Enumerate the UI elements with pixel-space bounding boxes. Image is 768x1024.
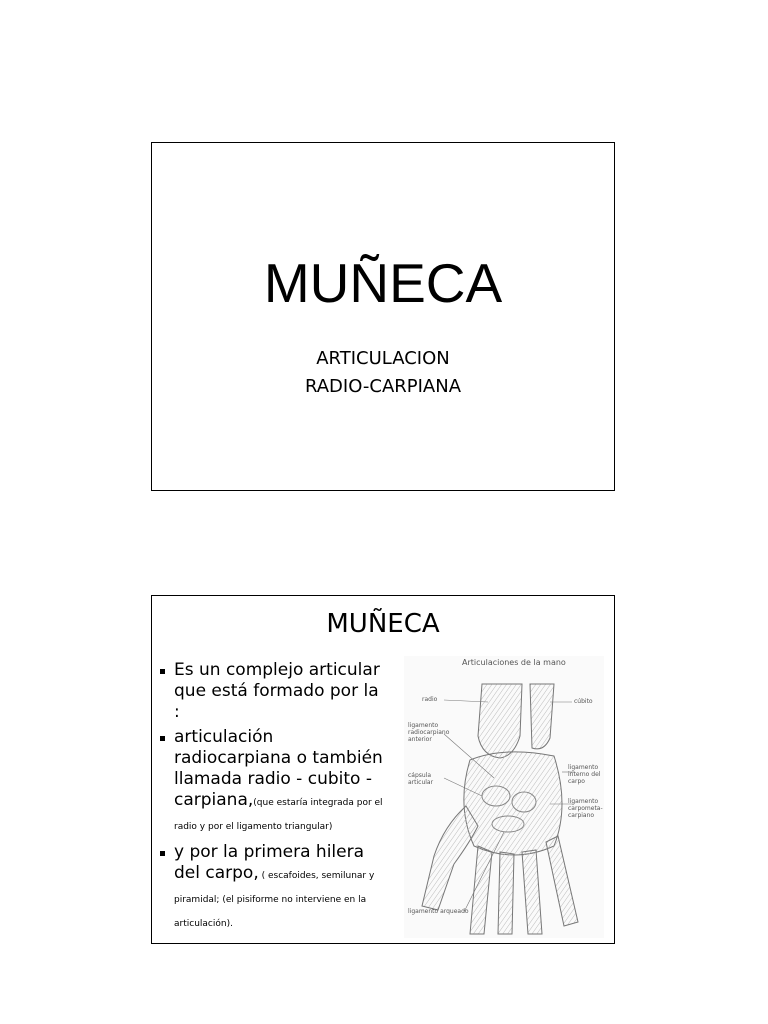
label-lig-interno: ligamento interno del carpo: [568, 764, 601, 785]
bullet-note: (que estaría integrada por el radio y por el ligamento triangular): [174, 798, 383, 832]
label-lig-carpometa: ligamento carpometa-carpiano: [568, 798, 603, 819]
content-slide: [151, 595, 615, 944]
subtitle-line-2: RADIO-CARPIANA: [304, 376, 462, 397]
slide-title: MUÑECA: [263, 252, 503, 314]
subtitle-line-1: ARTICULACION: [316, 348, 450, 369]
bullet-text: Es un complejo articular que está formado por la :: [174, 660, 380, 722]
bullet-text: y por la primera hilera del carpo,: [174, 842, 365, 883]
bullet-note: ( escafoides, semilunar y piramidal; (el pisiforme no interviene en la articulación).: [174, 871, 375, 929]
bullet-item: [156, 842, 388, 935]
wrist-anatomy-illustration: [404, 656, 604, 938]
figure-title: Articulaciones de la mano: [462, 658, 566, 667]
label-lig-anterior: ligamento radiocarpiano anterior: [408, 722, 450, 743]
bullet-square-icon: [160, 851, 165, 856]
label-capsula: cápsula articular: [408, 772, 434, 786]
bullet-square-icon: [160, 736, 165, 741]
bullet-square-icon: [160, 669, 165, 674]
bullet-list: [156, 660, 388, 939]
label-cubito: cúbito: [574, 698, 593, 705]
label-radio: radio: [422, 696, 438, 703]
label-lig-arqueado: ligamento arqueado: [408, 908, 469, 915]
bullet-text: articulación radiocarpiana o también llamada radio - cubito - carpiana,: [174, 727, 383, 810]
slide-subtitle: [152, 345, 614, 401]
slide-title: MUÑECA: [326, 609, 440, 639]
bullet-item: [156, 727, 388, 838]
bullet-item: [156, 660, 388, 723]
title-slide: [151, 142, 615, 491]
